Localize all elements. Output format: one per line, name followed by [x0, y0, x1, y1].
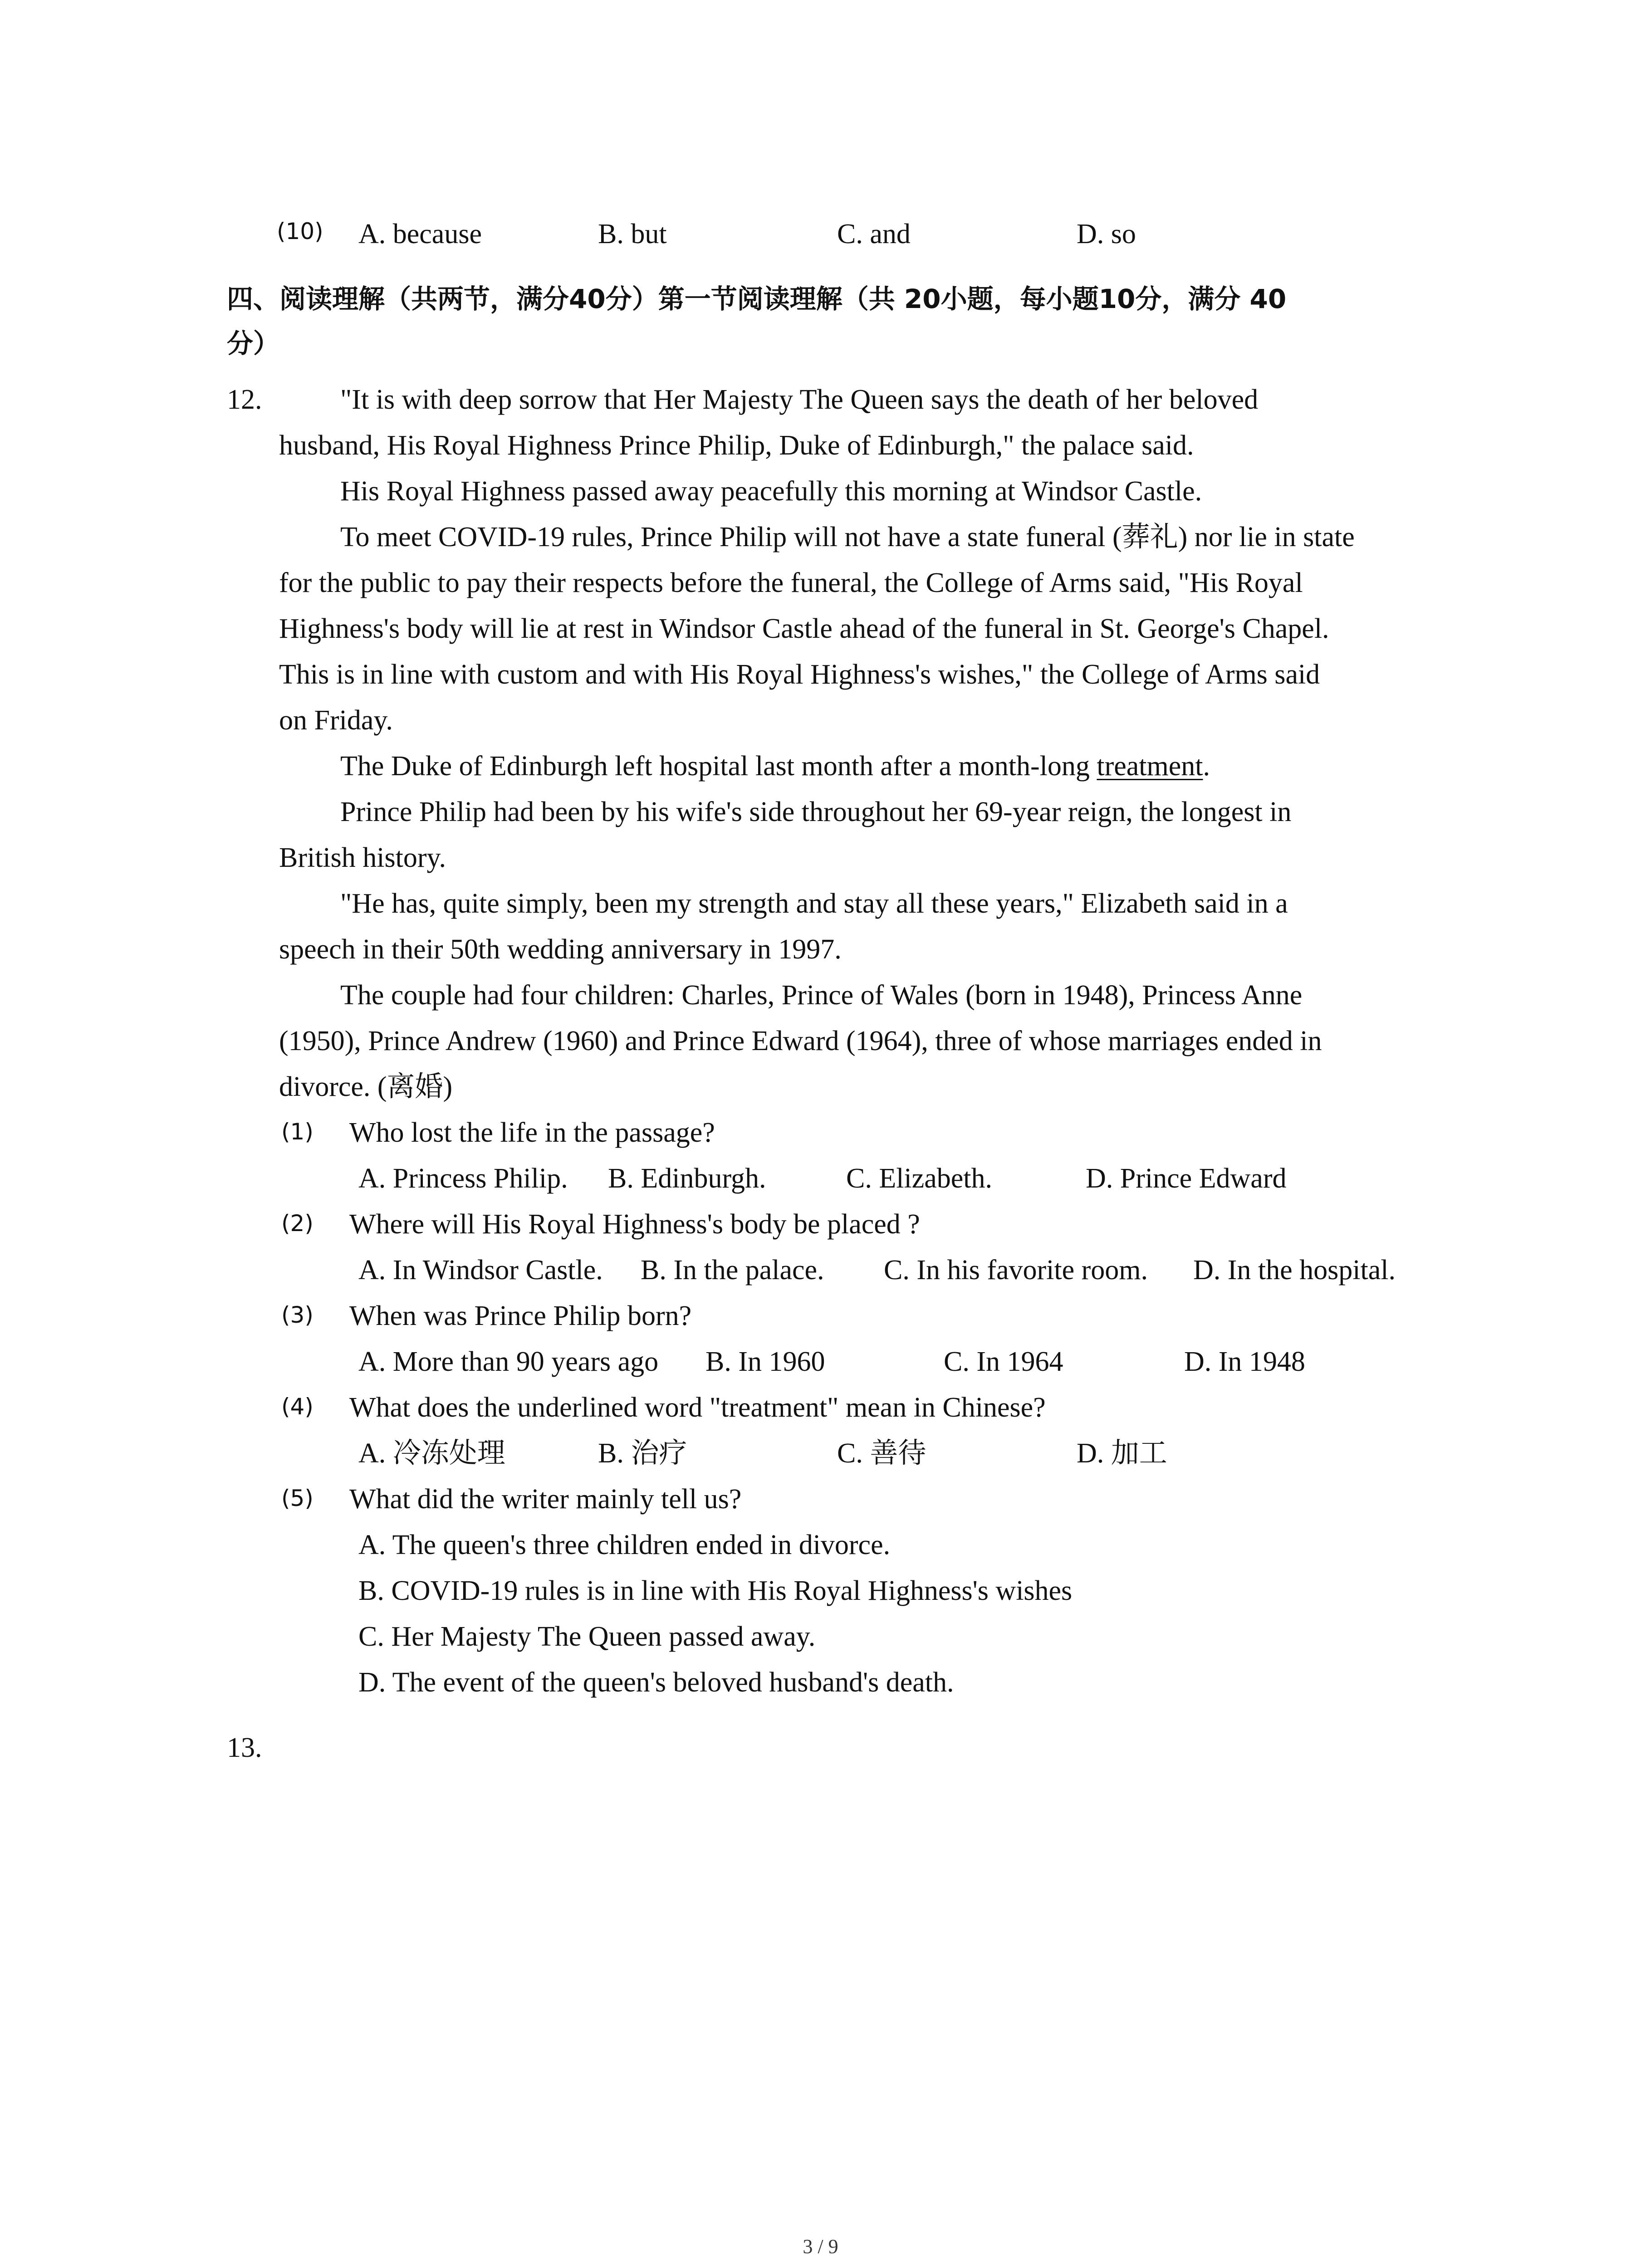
passage-line: This is in line with custom and with His Royal Highness's wishes," the College of Arms said — [279, 659, 1320, 690]
passage-text: . — [1203, 751, 1210, 782]
option-b: B. In 1960 — [705, 1346, 825, 1377]
passage-line: speech in their 50th wedding anniversary in 1997. — [279, 934, 842, 965]
subquestion-number: (5) — [281, 1485, 314, 1511]
passage-line: "It is with deep sorrow that Her Majesty The Queen says the death of her beloved — [340, 384, 1259, 415]
option-b: B. Edinburgh. — [608, 1163, 766, 1194]
option-d: D. In the hospital. — [1193, 1255, 1396, 1286]
option-c: C. Elizabeth. — [846, 1163, 992, 1194]
option-b: B. In the palace. — [641, 1255, 824, 1286]
page-number: 3 / 9 — [803, 2235, 838, 2258]
subquestion-text: Who lost the life in the passage? — [349, 1117, 715, 1148]
section-heading-line2: 分） — [227, 328, 280, 359]
subquestion-number: (2) — [281, 1210, 314, 1237]
option-b: B. 治疗 — [598, 1438, 687, 1469]
option-d: D. Prince Edward — [1086, 1163, 1287, 1194]
passage-line: British history. — [279, 842, 446, 873]
option-c: C. Her Majesty The Queen passed away. — [358, 1621, 816, 1652]
subquestion-text: When was Prince Philip born? — [349, 1300, 692, 1331]
passage-line: To meet COVID-19 rules, Prince Philip will not have a state funeral (葬礼) nor lie in state — [340, 522, 1355, 552]
option-a: A. because — [358, 219, 482, 249]
passage-line — [340, 752, 1210, 780]
passage-line: (1950), Prince Andrew (1960) and Prince Edward (1964), three of whose marriages ended in — [279, 1026, 1322, 1056]
passage-line: Highness's body will lie at rest in Windsor Castle ahead of the funeral in St. George's Chapel. — [279, 613, 1329, 644]
underlined-word: treatment — [1097, 751, 1203, 782]
option-c: C. In 1964 — [944, 1346, 1063, 1377]
passage-line: on Friday. — [279, 705, 393, 736]
question-number-12: 12. — [227, 384, 262, 415]
subquestion-text: What did the writer mainly tell us? — [349, 1484, 742, 1515]
subquestion-text: Where will His Royal Highness's body be placed ? — [349, 1209, 920, 1240]
subquestion-number: (1) — [281, 1119, 314, 1145]
passage-line: for the public to pay their respects before the funeral, the College of Arms said, "His Royal — [279, 567, 1303, 598]
subquestion-number: (3) — [281, 1302, 314, 1328]
passage-line: husband, His Royal Highness Prince Philip, Duke of Edinburgh," the palace said. — [279, 430, 1194, 461]
subquestion-number: (4) — [281, 1393, 314, 1420]
option-c: C. In his favorite room. — [884, 1255, 1148, 1286]
option-a: A. The queen's three children ended in divorce. — [358, 1530, 891, 1560]
option-d: D. so — [1077, 219, 1136, 249]
subquestion-text: What does the underlined word "treatment" mean in Chinese? — [349, 1392, 1046, 1423]
option-d: D. In 1948 — [1184, 1346, 1305, 1377]
option-c: C. 善待 — [837, 1438, 926, 1469]
section-heading-line1: 四、阅读理解（共两节，满分40分）第一节阅读理解（共 20小题，每小题10分，满分 40 — [227, 284, 1287, 314]
option-a: A. In Windsor Castle. — [358, 1255, 603, 1286]
passage-line: Prince Philip had been by his wife's side throughout her 69-year reign, the longest in — [340, 797, 1292, 827]
option-a: A. More than 90 years ago — [358, 1346, 659, 1377]
question-number-13: 13. — [227, 1732, 262, 1763]
option-b: B. COVID-19 rules is in line with His Royal Highness's wishes — [358, 1575, 1073, 1606]
option-a: A. Princess Philip. — [358, 1163, 568, 1194]
passage-line: divorce. (离婚) — [279, 1071, 453, 1102]
option-d: D. 加工 — [1077, 1438, 1167, 1469]
question-number: (10) — [277, 218, 323, 244]
option-a: A. 冷冻处理 — [358, 1438, 505, 1469]
passage-line: "He has, quite simply, been my strength and stay all these years," Elizabeth said in a — [340, 888, 1288, 919]
option-b: B. but — [598, 219, 667, 249]
passage-line: His Royal Highness passed away peacefully this morning at Windsor Castle. — [340, 476, 1202, 507]
passage-line: The couple had four children: Charles, Prince of Wales (born in 1948), Princess Anne — [340, 980, 1303, 1011]
option-c: C. and — [837, 219, 911, 249]
passage-text: The Duke of Edinburgh left hospital last month after a month-long — [340, 751, 1097, 782]
option-d: D. The event of the queen's beloved husband's death. — [358, 1667, 954, 1698]
